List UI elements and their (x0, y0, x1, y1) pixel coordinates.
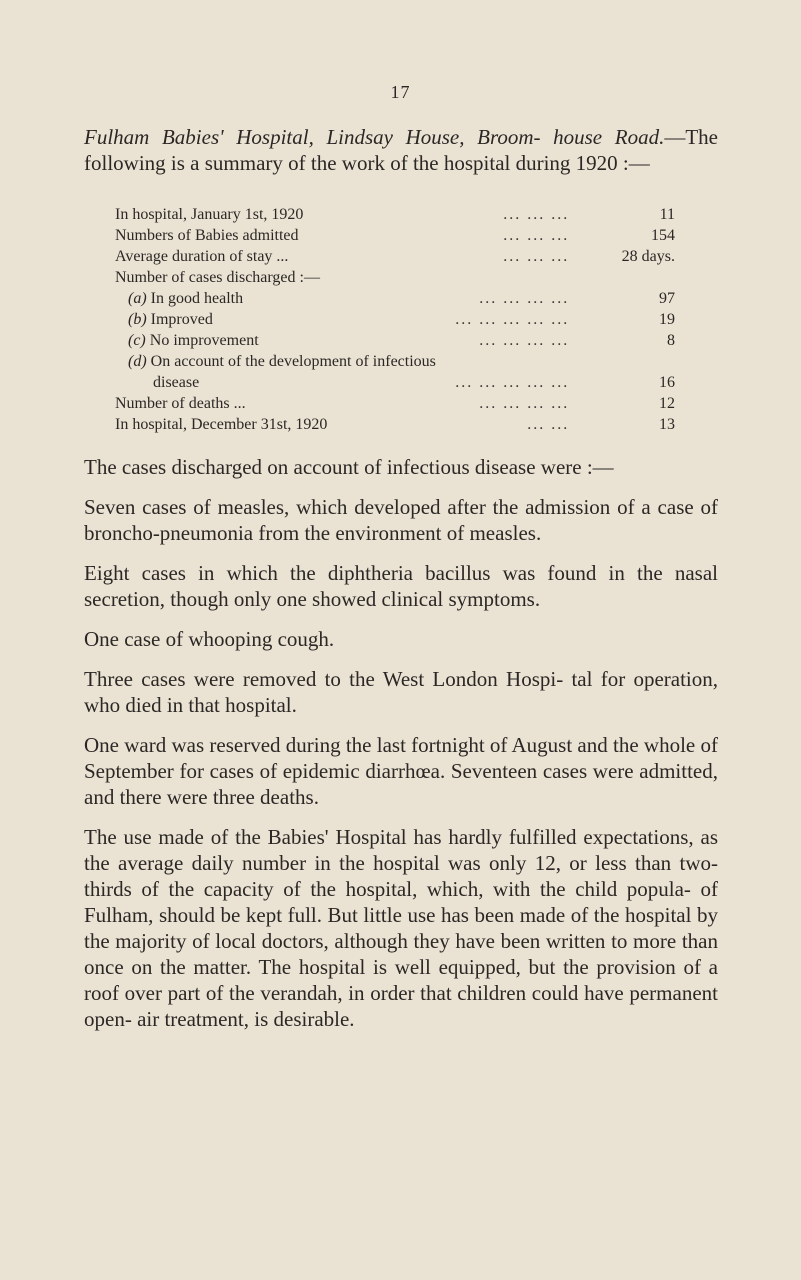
summary-label-cell (115, 309, 591, 330)
summary-value: 28 days. (621, 248, 675, 265)
item-marker: (c) (128, 332, 146, 349)
paragraph: Seven cases of measles, which developed after the admission of a case of broncho-pneumonia from the environment of measles. (84, 495, 718, 545)
paragraph: The cases discharged on account of infectious disease were :— (84, 455, 614, 479)
summary-label: disease (153, 374, 200, 391)
summary-label-cell (115, 246, 591, 267)
summary-row (115, 225, 675, 246)
summary-value (591, 267, 675, 288)
summary-value: 19 (659, 311, 675, 328)
summary-label: On account of the development of infectious (150, 353, 436, 370)
summary-value: 13 (659, 416, 675, 433)
leader-dots: ... ... ... (503, 227, 570, 244)
leader-dots: ... ... ... ... (479, 332, 570, 349)
summary-label: Numbers of Babies admitted (115, 227, 299, 244)
summary-label: In good health (150, 290, 244, 307)
summary-row (115, 414, 675, 435)
summary-row (115, 351, 675, 372)
leader-dots: ... ... ... (503, 248, 570, 265)
leader-dots: ... ... ... ... (479, 290, 570, 307)
intro-paragraph (84, 124, 718, 176)
body-text (84, 454, 718, 1046)
summary-label-cell (115, 414, 591, 435)
summary-label: Number of cases discharged :— (115, 269, 320, 286)
summary-row (115, 372, 675, 393)
leader-dots: ... ... ... (503, 206, 570, 223)
summary-value: 154 (651, 227, 675, 244)
summary-value: 97 (659, 290, 675, 307)
intro-text: —The following is a summary of the work of the hospital during 1920 :— (84, 125, 718, 175)
paragraph: One ward was reserved during the last fortnight of August and the whole of September for cases of epidemic diarrhœa. Seventeen cases were admitted, and there were three deaths. (84, 733, 718, 809)
summary-label-cell (115, 267, 591, 288)
summary-label: In hospital, January 1st, 1920 (115, 206, 304, 223)
summary-label-cell (115, 204, 591, 225)
summary-label-cell (115, 225, 591, 246)
leader-dots: ... ... (527, 416, 570, 433)
summary-row (115, 330, 675, 351)
summary-label-cell (115, 372, 591, 393)
summary-label: In hospital, December 31st, 1920 (115, 416, 328, 433)
summary-label-cell (115, 330, 591, 351)
summary-value: 12 (659, 395, 675, 412)
leader-dots: ... ... ... ... ... (455, 311, 570, 328)
summary-row (115, 204, 675, 225)
paragraph: Eight cases in which the diphtheria bacillus was found in the nasal secretion, though only one showed clinical symptoms. (84, 561, 718, 611)
leader-dots: ... ... ... ... (479, 395, 570, 412)
summary-label: No improvement (149, 332, 259, 349)
summary-row (115, 288, 675, 309)
summary-value: 11 (659, 206, 675, 223)
summary-label-cell (115, 288, 591, 309)
item-marker: (a) (128, 290, 147, 307)
item-marker: (d) (128, 353, 147, 370)
leader-dots: ... ... ... ... ... (455, 374, 570, 391)
summary-label: Average duration of stay ... (115, 248, 289, 265)
summary-label-cell (115, 393, 591, 414)
summary-row (115, 309, 675, 330)
paragraph: One case of whooping cough. (84, 627, 335, 651)
paragraph: Three cases were removed to the West London Hospi- tal for operation, who died in that hospital. (84, 667, 718, 717)
summary-table (115, 204, 675, 435)
summary-row (115, 246, 675, 267)
summary-row (115, 267, 675, 288)
summary-row (115, 393, 675, 414)
summary-label: Number of deaths ... (115, 395, 246, 412)
summary-label: Improved (150, 311, 213, 328)
summary-label-cell (115, 351, 591, 372)
paragraph: The use made of the Babies' Hospital has hardly fulfilled expectations, as the average daily number in the hospital was only 12, or less than two-thirds of the capacity of the hospital, which, with the child popula- of Fulham, should be kept full. But little use has been made of the hospital by the majority of local doctors, although they have been written to more than once on the matter. The hospital is well equipped, but the provision of a roof over part of the verandah, in order that children could have permanent open- air treatment, is desirable. (84, 825, 718, 1031)
page-number: 17 (390, 82, 411, 102)
hospital-name: Fulham Babies' Hospital, Lindsay House, Broom- house Road. (84, 125, 665, 149)
summary-value: 8 (667, 332, 675, 349)
summary-value (591, 351, 675, 372)
item-marker: (b) (128, 311, 147, 328)
summary-value: 16 (659, 374, 675, 391)
